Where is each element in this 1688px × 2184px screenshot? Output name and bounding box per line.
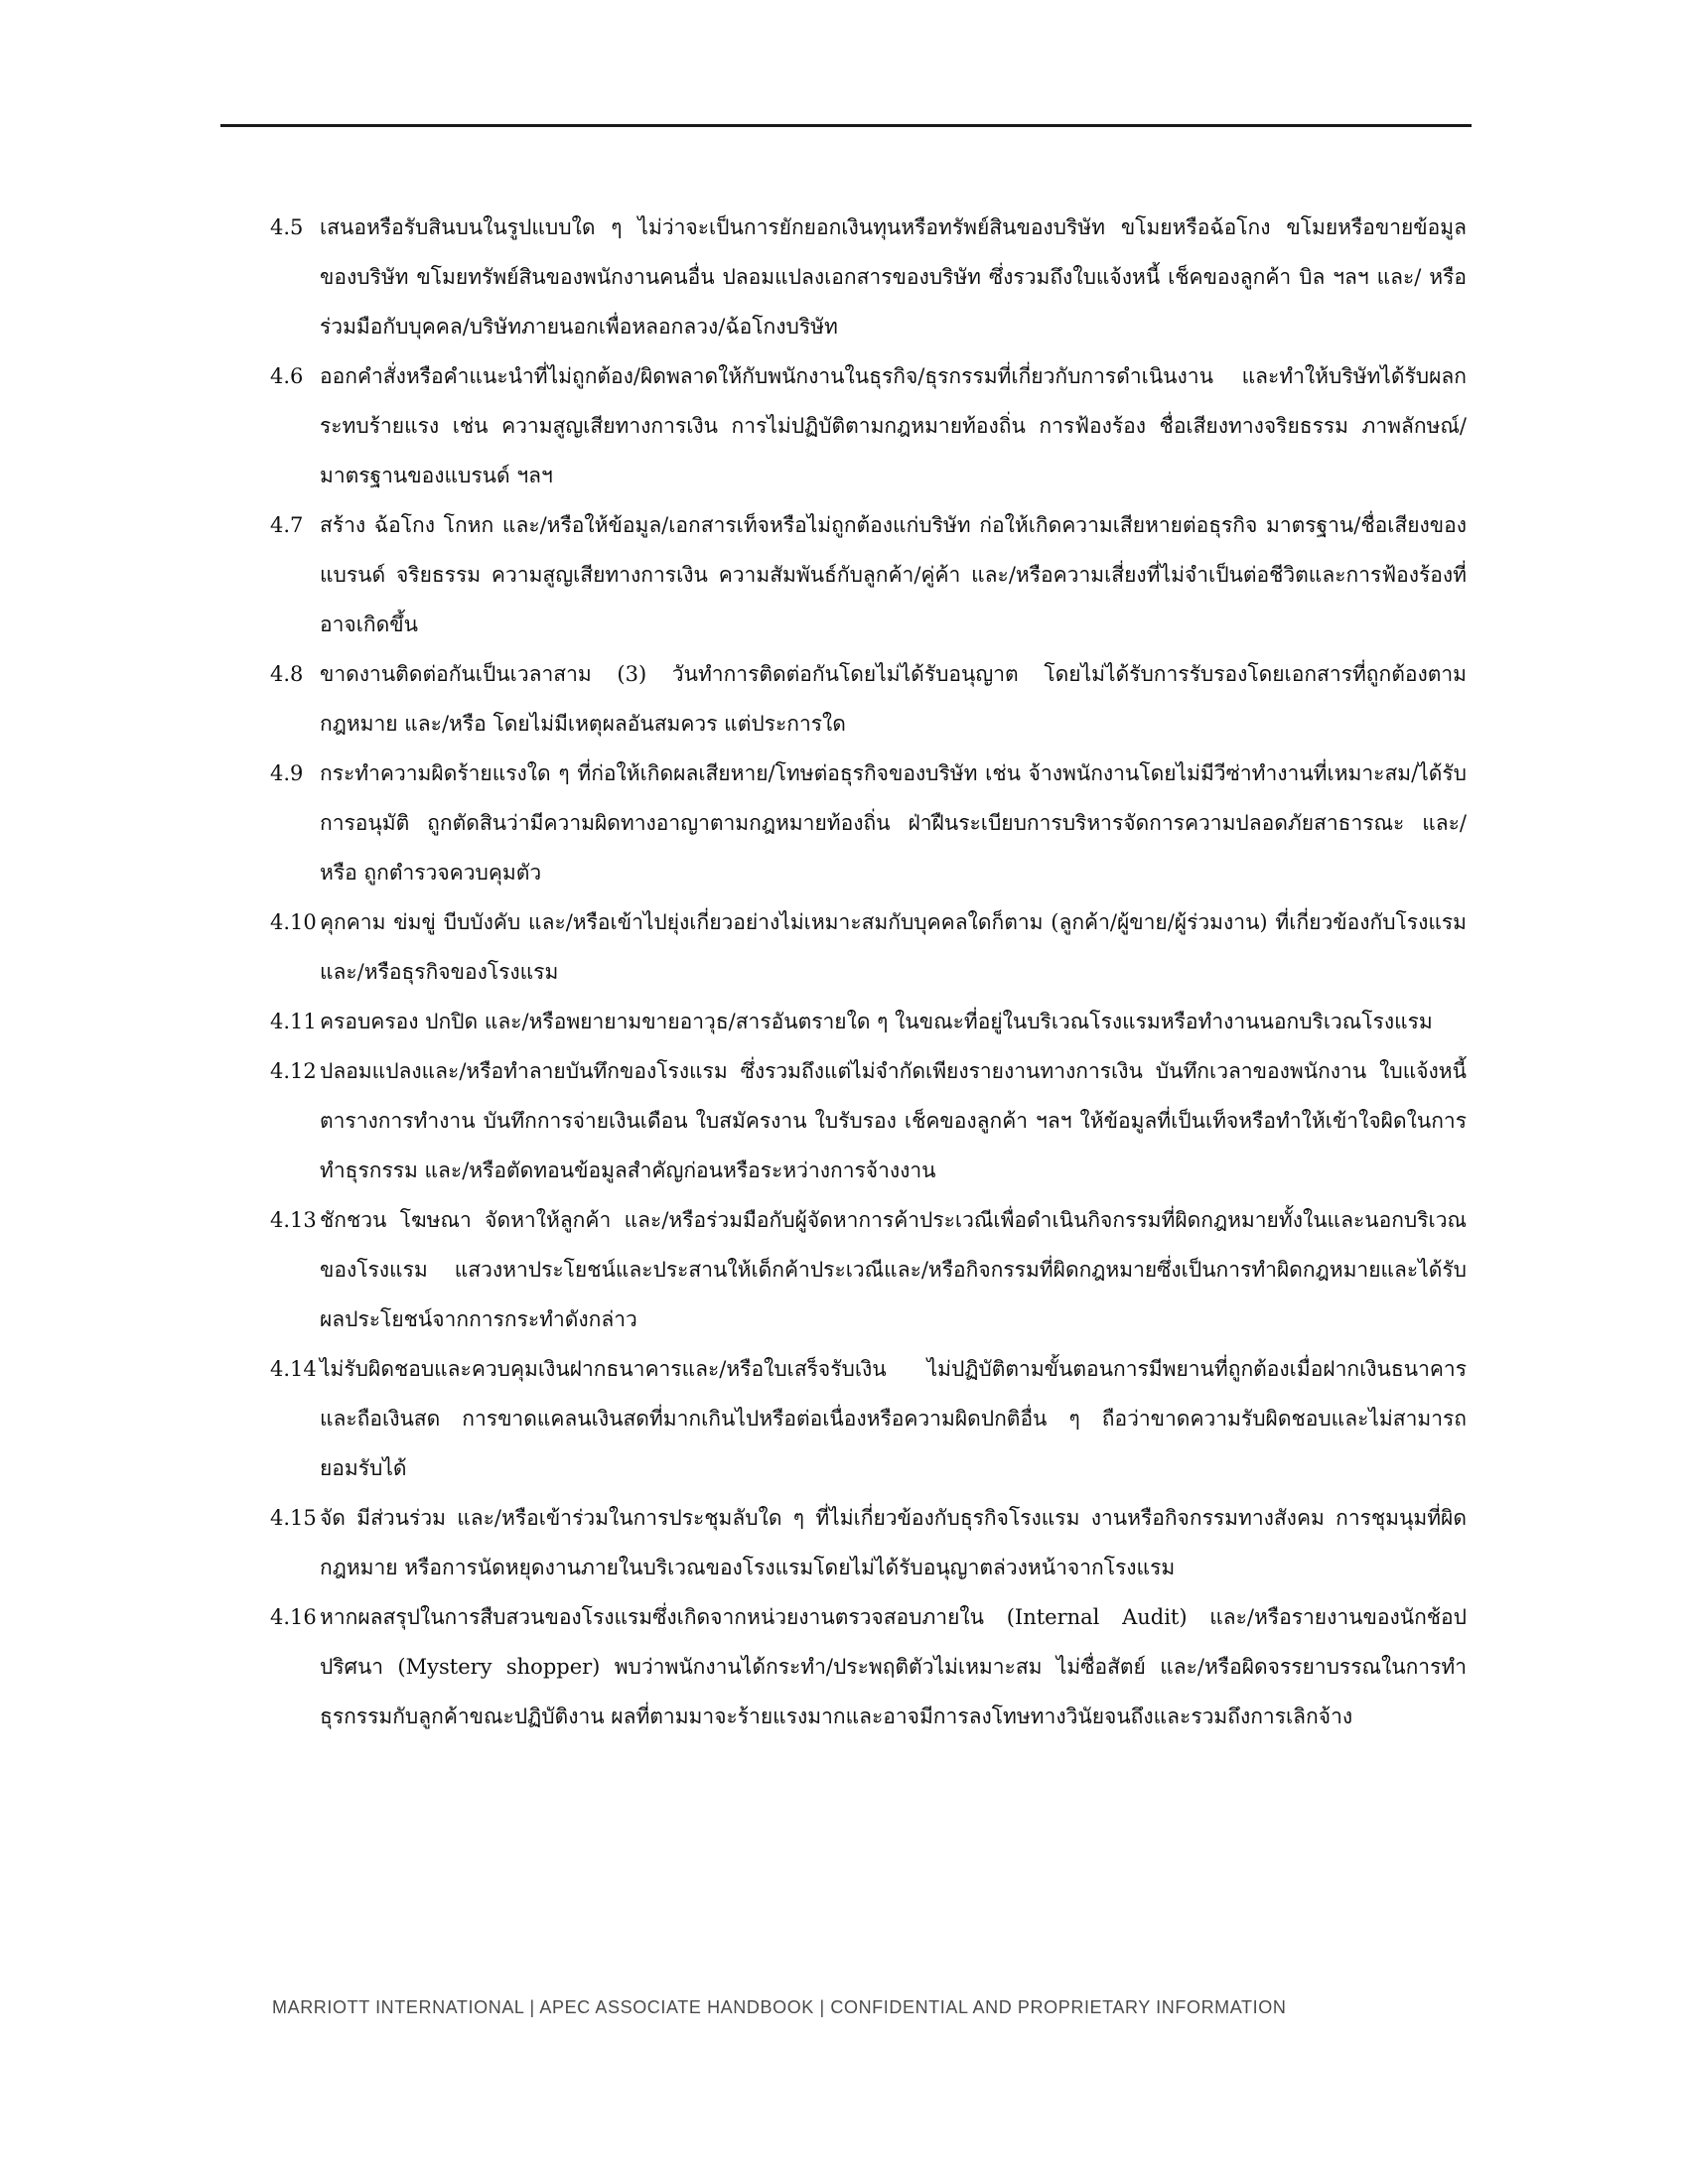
clause-item [270, 351, 1467, 500]
clause-number: 4.14 [270, 1357, 317, 1381]
clause-item [270, 1493, 1467, 1592]
clause-number: 4.5 [270, 215, 304, 239]
clause-item [270, 500, 1467, 649]
clause-number: 4.9 [270, 761, 304, 785]
clause-item [270, 749, 1467, 897]
clause-list [270, 203, 1467, 1741]
clause-text: ไม่รับผิดชอบและควบคุมเงินฝากธนาคารและ/หรือใบเสร็จรับเงิน ไม่ปฏิบัติตามขั้นตอนการมีพยานที่ถูกต้องเมื่อฝากเงินธนาคารและถือเงินสด การขาดแคลนเงินสดที่มากเกินไปหรือต่อเนื่องหรือความผิดปกติอื่น ๆ ถือว่าขาดความรับผิดชอบและไม่สามารถยอมรับได้ [320, 1357, 1467, 1480]
clause-text: กระทำความผิดร้ายแรงใด ๆ ที่ก่อให้เกิดผลเสียหาย/โทษต่อธุรกิจของบริษัท เช่น จ้างพนักงานโดยไม่มีวีซ่าทำงานที่เหมาะสม/ได้รับการอนุมัติ ถูกตัดสินว่ามีความผิดทางอาญาตามกฎหมายท้องถิ่น ฝ่าฝืนระเบียบการบริหารจัดการความปลอดภัยสาธารณะ และ/หรือ ถูกตำรวจควบคุมตัว [320, 761, 1467, 885]
clause-text: เสนอหรือรับสินบนในรูปแบบใด ๆ ไม่ว่าจะเป็นการยักยอกเงินทุนหรือทรัพย์สินของบริษัท ขโมยหรือฉ้อโกง ขโมยหรือขายข้อมูลของบริษัท ขโมยทรัพย์สินของพนักงานคนอื่น ปลอมแปลงเอกสารของบริษัท ซึ่งรวมถึงใบแจ้งหนี้ เช็คของลูกค้า บิล ฯลฯ และ/ หรือร่วมมือกับบุคคล/บริษัทภายนอกเพื่อหลอกลวง/ฉ้อโกงบริษัท [320, 215, 1467, 339]
header-divider [220, 124, 1472, 127]
clause-number: 4.7 [270, 513, 304, 537]
clause-number: 4.12 [270, 1059, 317, 1083]
clause-text: หากผลสรุปในการสืบสวนของโรงแรมซึ่งเกิดจากหน่วยงานตรวจสอบภายใน (Internal Audit) และ/หรือรายงานของนักช้อปปริศนา (Mystery shopper) พบว่าพนักงานได้กระทำ/ประพฤติตัวไม่เหมาะสม ไม่ซื่อสัตย์ และ/หรือผิดจรรยาบรรณในการทำธุรกรรมกับลูกค้าขณะปฏิบัติงาน ผลที่ตามมาจะร้ายแรงมากและอาจมีการลงโทษทางวินัยจนถึงและรวมถึงการเลิกจ้าง [320, 1605, 1467, 1728]
page-footer: MARRIOTT INTERNATIONAL | APEC ASSOCIATE HANDBOOK | CONFIDENTIAL AND PROPRIETARY INFORMATION [272, 1997, 1287, 2017]
clause-number: 4.13 [270, 1208, 317, 1232]
clause-text: ชักชวน โฆษณา จัดหาให้ลูกค้า และ/หรือร่วมมือกับผู้จัดหาการค้าประเวณีเพื่อดำเนินกิจกรรมที่ผิดกฎหมายทั้งในและนอกบริเวณของโรงแรม แสวงหาประโยชน์และประสานให้เด็กค้าประเวณีและ/หรือกิจกรรมที่ผิดกฎหมายซึ่งเป็นการทำผิดกฎหมายและได้รับผลประโยชน์จากการกระทำดังกล่าว [320, 1208, 1467, 1331]
clause-number: 4.15 [270, 1506, 317, 1530]
clause-number: 4.16 [270, 1605, 317, 1629]
clause-item [270, 1592, 1467, 1741]
clause-text: ปลอมแปลงและ/หรือทำลายบันทึกของโรงแรม ซึ่งรวมถึงแต่ไม่จำกัดเพียงรายงานทางการเงิน บันทึกเวลาของพนักงาน ใบแจ้งหนี้ ตารางการทำงาน บันทึกการจ่ายเงินเดือน ใบสมัครงาน ใบรับรอง เช็คของลูกค้า ฯลฯ ให้ข้อมูลที่เป็นเท็จหรือทำให้เข้าใจผิดในการทำธุรกรรม และ/หรือตัดทอนข้อมูลสำคัญก่อนหรือระหว่างการจ้างงาน [320, 1059, 1467, 1182]
clause-text: คุกคาม ข่มขู่ บีบบังคับ และ/หรือเข้าไปยุ่งเกี่ยวอย่างไม่เหมาะสมกับบุคคลใดก็ตาม (ลูกค้า/ผู้ขาย/ผู้ร่วมงาน) ที่เกี่ยวข้องกับโรงแรมและ/หรือธุรกิจของโรงแรม [320, 910, 1467, 984]
clause-text: สร้าง ฉ้อโกง โกหก และ/หรือให้ข้อมูล/เอกสารเท็จหรือไม่ถูกต้องแก่บริษัท ก่อให้เกิดความเสียหายต่อธุรกิจ มาตรฐาน/ชื่อเสียงของแบรนด์ จริยธรรม ความสูญเสียทางการเงิน ความสัมพันธ์กับลูกค้า/คู่ค้า และ/หรือความเสี่ยงที่ไม่จำเป็นต่อชีวิตและการฟ้องร้องที่อาจเกิดขึ้น [320, 513, 1467, 636]
clause-number: 4.8 [270, 662, 304, 686]
clause-text: จัด มีส่วนร่วม และ/หรือเข้าร่วมในการประชุมลับใด ๆ ที่ไม่เกี่ยวข้องกับธุรกิจโรงแรม งานหรือกิจกรรมทางสังคม การชุมนุมที่ผิดกฎหมาย หรือการนัดหยุดงานภายในบริเวณของโรงแรมโดยไม่ได้รับอนุญาตล่วงหน้าจากโรงแรม [320, 1506, 1467, 1579]
clause-item [270, 1195, 1467, 1344]
clause-number: 4.11 [270, 1010, 317, 1033]
clause-text: ขาดงานติดต่อกันเป็นเวลาสาม (3) วันทำการติดต่อกันโดยไม่ได้รับอนุญาต โดยไม่ได้รับการรับรองโดยเอกสารที่ถูกต้องตามกฎหมาย และ/หรือ โดยไม่มีเหตุผลอันสมควร แต่ประการใด [320, 662, 1467, 736]
clause-text: ครอบครอง ปกปิด และ/หรือพยายามขายอาวุธ/สารอันตรายใด ๆ ในขณะที่อยู่ในบริเวณโรงแรมหรือทำงานนอกบริเวณโรงแรม [320, 1010, 1433, 1033]
clause-item [270, 649, 1467, 749]
clause-number: 4.6 [270, 364, 304, 388]
clause-text: ออกคำสั่งหรือคำแนะนำที่ไม่ถูกต้อง/ผิดพลาดให้กับพนักงานในธุรกิจ/ธุรกรรมที่เกี่ยวกับการดำเนินงาน และทำให้บริษัทได้รับผลกระทบร้ายแรง เช่น ความสูญเสียทางการเงิน การไม่ปฏิบัติตามกฎหมายท้องถิ่น การฟ้องร้อง ชื่อเสียงทางจริยธรรม ภาพลักษณ์/มาตรฐานของแบรนด์ ฯลฯ [320, 364, 1467, 487]
clause-item [270, 1046, 1467, 1195]
clause-item [270, 897, 1467, 997]
clause-number: 4.10 [270, 910, 317, 934]
clause-item [270, 997, 1467, 1046]
clause-item [270, 203, 1467, 351]
clause-item [270, 1344, 1467, 1493]
